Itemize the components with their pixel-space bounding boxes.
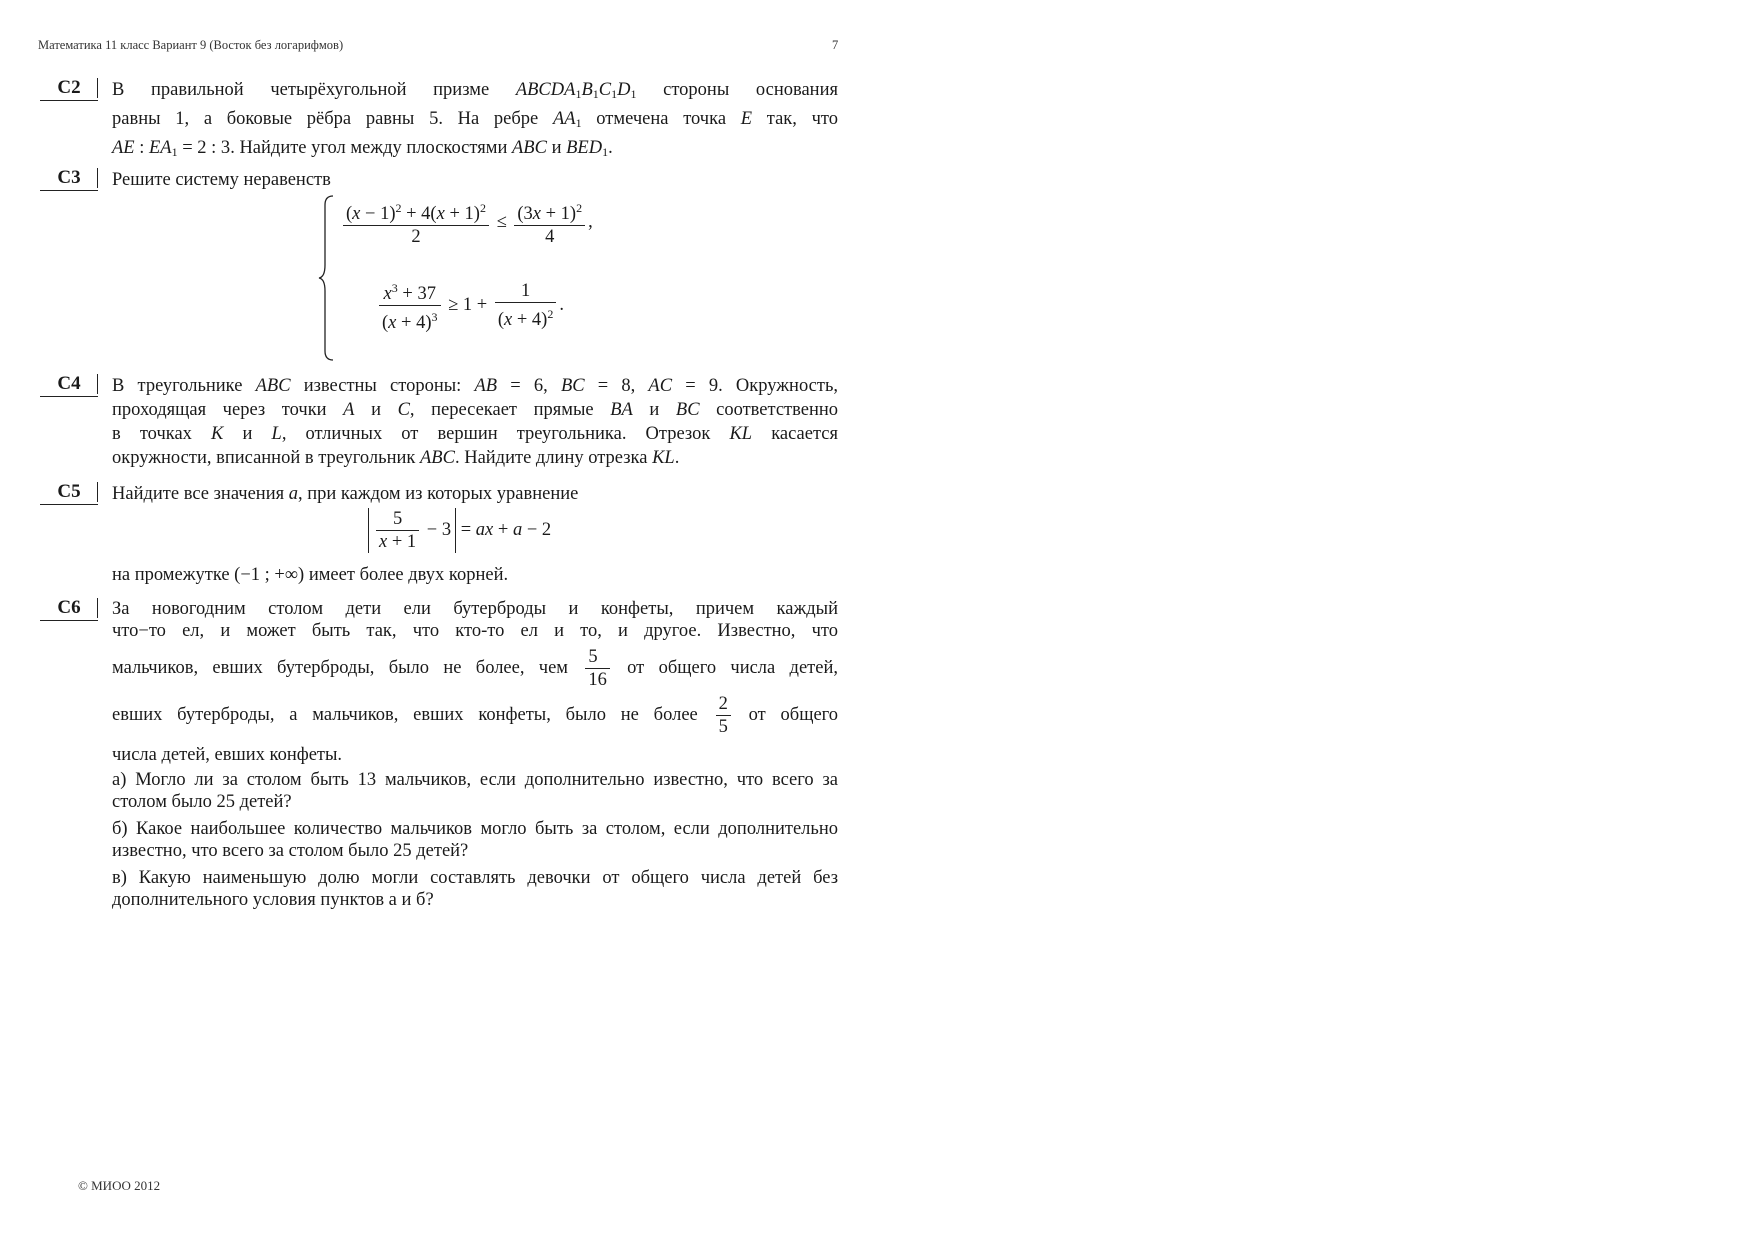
page-number: 7 xyxy=(832,38,839,52)
task-label: C4 xyxy=(40,374,98,397)
task-label: C6 xyxy=(40,598,98,621)
copyright-footer: © МИОО 2012 xyxy=(78,1178,161,1193)
task-text: В треугольнике ABC известны стороны: AB = 6, BC = 8, AC = 9. Окружность, проходящая через точки A и C, пересекает прямые BA и BC соответственно в точках K и L, отличных от вершин треугольника. Отрезок KL касается окружности, вписанной в треугольник ABC. Найдите длину отрезка KL. xyxy=(112,376,839,468)
subquestion-c: в) Какую наименьшую долю могли составлять девочки от общего числа детей без дополнительного условия пунктов а и б? xyxy=(112,868,838,910)
subquestion-b: б) Какое наибольшее количество мальчиков могло быть за столом, если дополнительно известно, что всего за столом было 25 детей? xyxy=(112,819,838,861)
task-text: на промежутке (−1 ; +∞) имеет более двух корней. xyxy=(112,565,509,585)
task-label: C2 xyxy=(40,78,98,101)
equation: $\frac{5}{x + 1}$ − 3 = ax + a − 2 xyxy=(368,508,551,553)
inequality-2: $\frac{x^3 + 37}{(x + 4)^3}$ ≥ 1 + $\frac{1}{(x + 4)^2}$ . xyxy=(376,277,564,334)
task-label: C5 xyxy=(40,482,98,505)
inequality-1: $\frac{(x - 1)^2 + 4(x + 1)^2}{2}$ ≤ $\frac{(3x + 1)^2}{4}$ , xyxy=(340,197,593,248)
inequality-system xyxy=(318,193,648,363)
task-text: За новогодним столом дети ели бутерброды и конфеты, причем каждый что−то ел, и может быть так, что кто-то ел и то, и другое. Известно, что мальчиков, евших бутерброды, было не более, чем $\frac{5}{16}$ от общего числа детей, евших бутерброды, а мальчиков, евших конфеты, было не более $\frac{2}{5}$ от общего числа детей, евших конфеты. а) Могло ли за столом быть 13 мальчиков, если дополнительно известно, что всего за столом было 25 детей? б) Какое наибольшее количество мальчиков могло быть за столом, если дополнительно известно, что всего за столом было 25 детей? в) Какую наименьшую долю могли составлять девочки от общего числа детей без дополнительного условия пунктов а и б? xyxy=(112,599,839,910)
task-label: C3 xyxy=(40,168,98,191)
task-text: Найдите все значения a, при каждом из которых уравнение xyxy=(112,484,579,504)
task-text: Решите систему неравенств xyxy=(112,170,331,190)
system-brace xyxy=(318,193,338,363)
subquestion-a: а) Могло ли за столом быть 13 мальчиков, если дополнительно известно, что всего за столом было 25 детей? xyxy=(112,770,838,812)
task-text: В правильной четырёхугольной призме $ABCDA_1B_1C_1D_1$ стороны основания равны 1, а боковые рёбра равны 5. На ребре $AA_1$ отмечена точка E так, что AE : $EA_1 = 2$ : 3. Найдите угол между плоскостями ABC и $BED_1$. xyxy=(112,80,838,159)
page-header-title: Математика 11 класс Вариант 9 (Восток без логарифмов) xyxy=(38,38,344,52)
